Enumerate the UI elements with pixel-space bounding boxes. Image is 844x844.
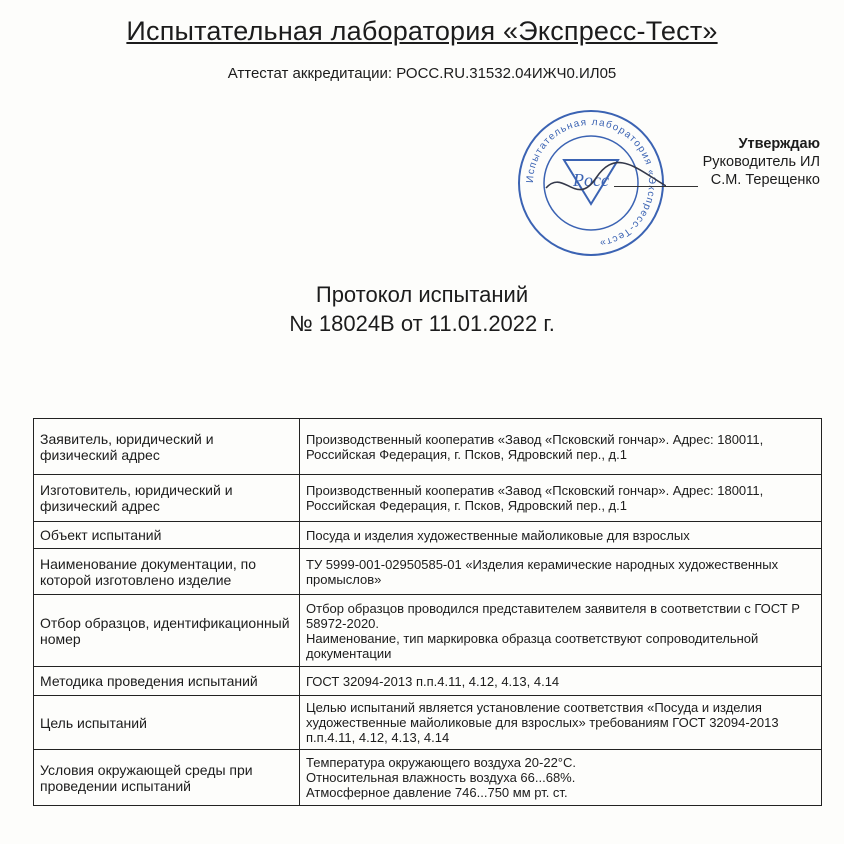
signature-line [614,186,698,187]
protocol-heading [0,280,844,338]
protocol-info-table [33,418,822,806]
row-value [300,750,822,806]
table-row [34,419,822,475]
row-value [300,595,822,667]
row-value: Производственный кооператив «Завод «Псковский гончар». Адрес: 180011, Российская Федерация, г. Псков, Ядровский пер., д.1 [300,475,822,522]
row-label: Объект испытаний [34,522,300,549]
approval-name: С.М. Терещенко [710,172,820,188]
row-label: Наименование документации, по которой изготовлено изделие [34,549,300,595]
row-value-line: Наименование, тип маркировка образца соответствуют сопроводительной документации [306,630,759,661]
lab-title: Испытательная лаборатория «Экспресс-Тест» [126,16,718,46]
approval-block [703,135,820,189]
approval-label: Утверждаю [738,136,820,152]
protocol-title: Протокол испытаний [315,282,529,307]
accreditation-line: Аттестат аккредитации: РОСС.RU.31532.04ИЖЧ0.ИЛ05 [227,65,617,82]
table-row [34,595,822,667]
lab-seal-stamp [516,108,666,258]
table-row [34,750,822,806]
row-value: Посуда и изделия художественные майоликовые для взрослых [300,522,822,549]
row-value-line: Температура окружающего воздуха 20-22°С. [306,755,576,770]
row-value: Целью испытаний является установление соответствия «Посуда и изделия художественные майоликовые для взрослых» требованиям ГОСТ 32094-2013 п.п.4.11, 4.12, 4.13, 4.14 [300,696,822,750]
row-value: Производственный кооператив «Завод «Псковский гончар». Адрес: 180011, Российская Федерация, г. Псков, Ядровский пер., д.1 [300,419,822,475]
row-value-line: Атмосферное давление 746...750 мм рт. ст. [306,785,568,800]
stamp-ring-text: Испытательная лаборатория «Экспресс-Тест» [524,116,658,249]
row-label: Методика проведения испытаний [34,667,300,696]
stamp-center-text: Ρосс [573,170,609,190]
row-label: Отбор образцов, идентификационный номер [34,595,300,667]
row-label: Заявитель, юридический и физический адрес [34,419,300,475]
row-label: Цель испытаний [34,696,300,750]
row-label: Изготовитель, юридический и физический адрес [34,475,300,522]
row-value: ТУ 5999-001-02950585-01 «Изделия керамические народных художественных промыслов» [300,549,822,595]
approval-position: Руководитель ИЛ [702,154,820,170]
table-row [34,522,822,549]
row-value-line: Отбор образцов проводился представителем заявителя в соответствии с ГОСТ Р 58972-2020. [306,600,800,631]
protocol-number: № 18024В от 11.01.2022 г. [289,311,555,336]
row-value: ГОСТ 32094-2013 п.п.4.11, 4.12, 4.13, 4.14 [300,667,822,696]
row-label: Условия окружающей среды при проведении испытаний [34,750,300,806]
row-value-line: Относительная влажность воздуха 66...68%. [306,770,576,785]
table-row [34,475,822,522]
table-row [34,667,822,696]
table-row [34,549,822,595]
table-row [34,696,822,750]
